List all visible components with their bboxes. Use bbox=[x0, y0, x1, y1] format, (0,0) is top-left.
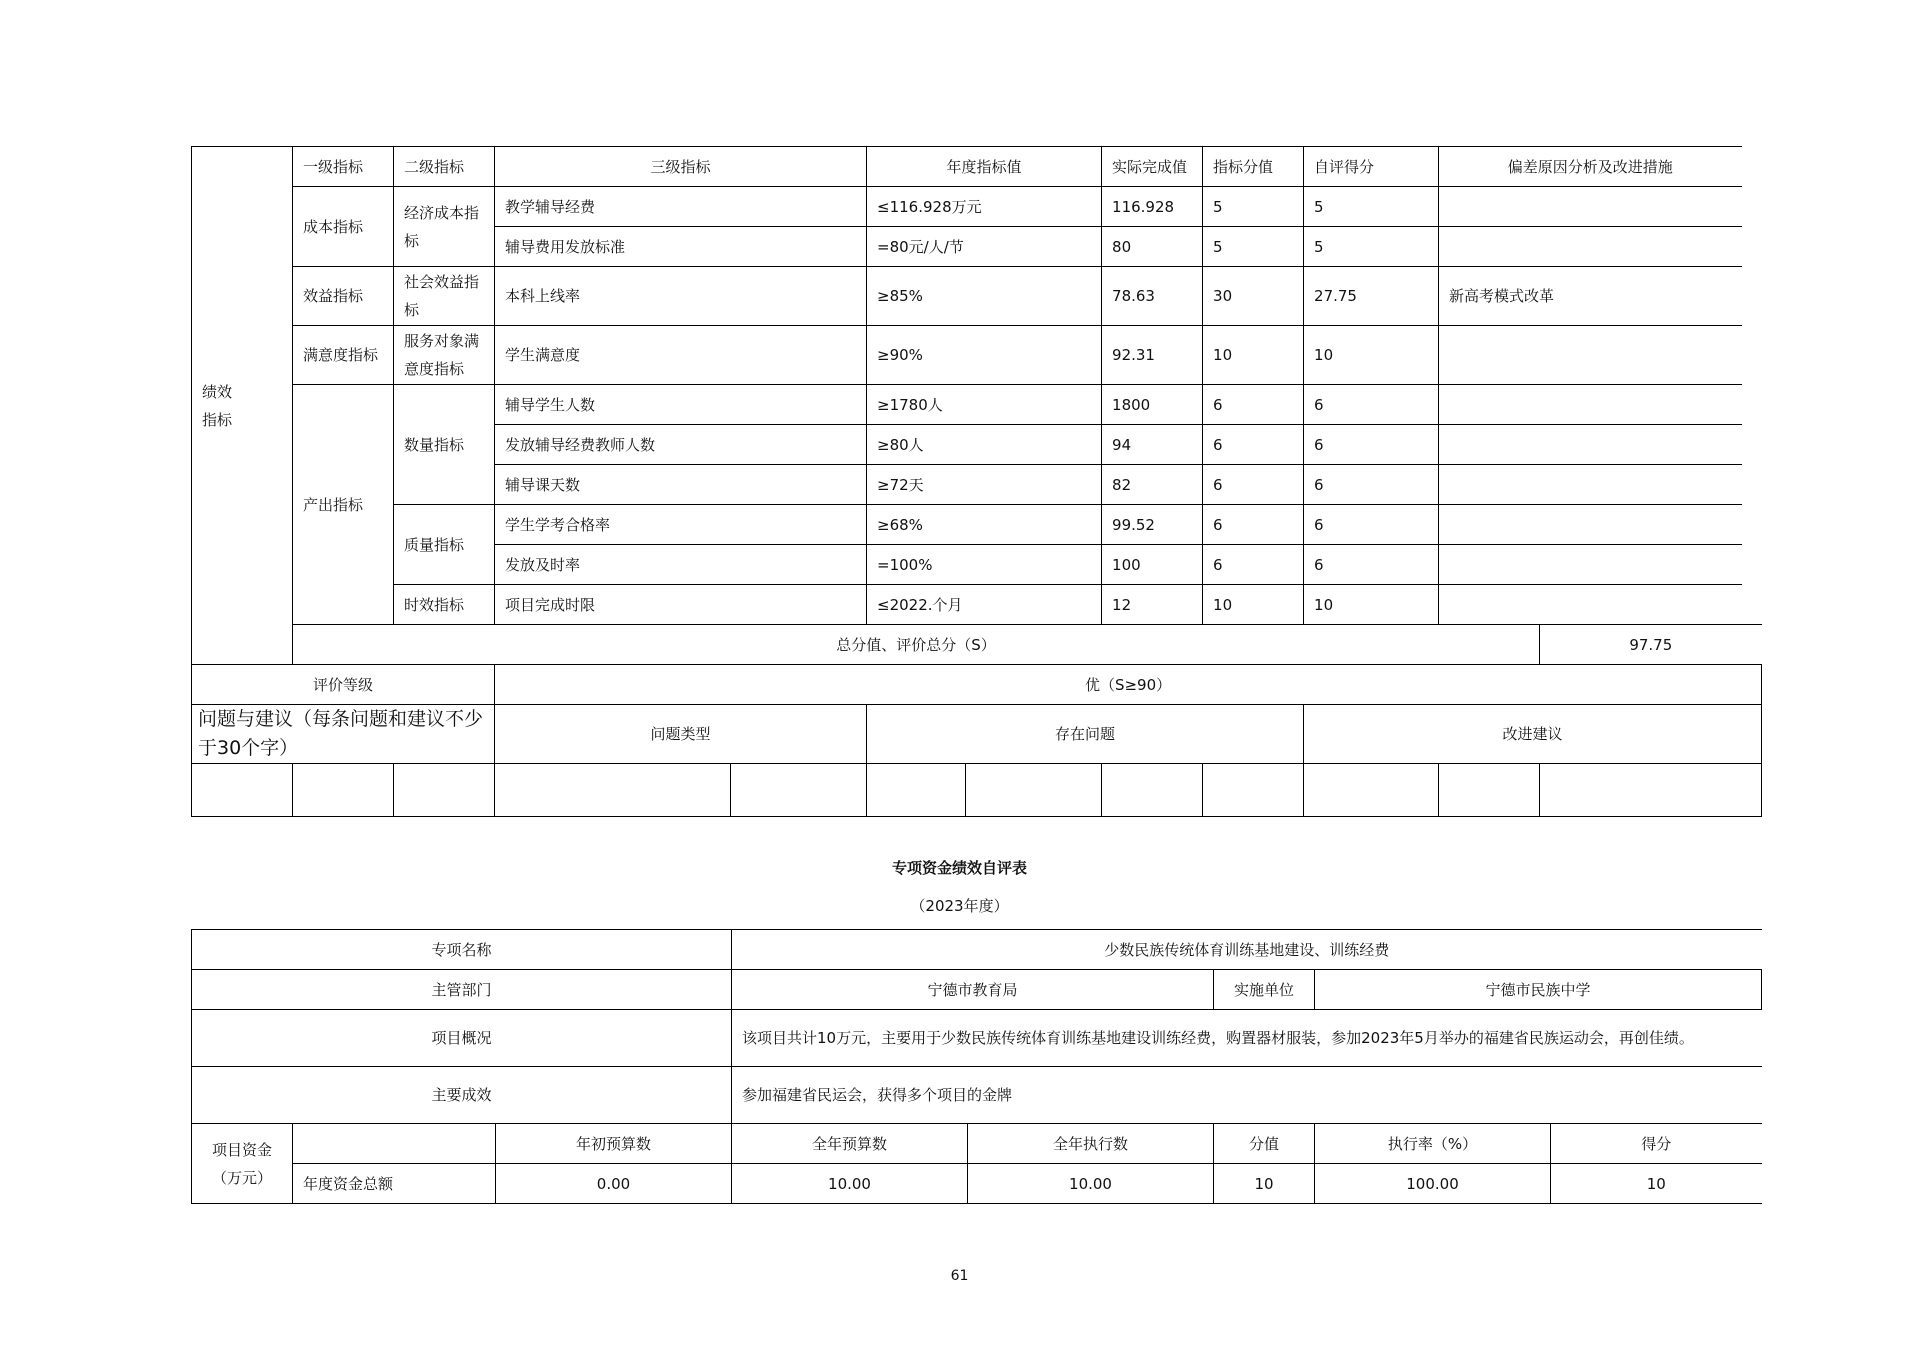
level1-benefit: 效益指标 bbox=[293, 267, 394, 326]
target-value: ≥90% bbox=[867, 326, 1102, 385]
reason-value bbox=[1439, 425, 1742, 465]
perf-group-label-line1: 绩效 bbox=[202, 382, 233, 401]
fund-table-title: 专项资金绩效自评表 bbox=[891, 859, 1027, 877]
weight-value: 5 bbox=[1203, 227, 1304, 267]
target-value: ≤116.928万元 bbox=[867, 187, 1102, 227]
fund-name-label: 专项名称 bbox=[192, 930, 732, 970]
level1-satisfaction: 满意度指标 bbox=[293, 326, 394, 385]
header-actual: 实际完成值 bbox=[1102, 147, 1203, 187]
target-value: ≥80人 bbox=[867, 425, 1102, 465]
header-target: 年度指标值 bbox=[867, 147, 1102, 187]
target-value: ≥1780人 bbox=[867, 385, 1102, 425]
overview-label: 项目概况 bbox=[192, 1010, 732, 1067]
score-value: 10 bbox=[1304, 326, 1439, 385]
issue-cell bbox=[1540, 764, 1762, 817]
weight-value: 6 bbox=[1203, 385, 1304, 425]
score-value: 5 bbox=[1304, 227, 1439, 267]
annual-value: 0.00 bbox=[496, 1164, 732, 1204]
header-level3: 三级指标 bbox=[495, 147, 867, 187]
actual-value: 82 bbox=[1102, 465, 1203, 505]
header-score: 自评得分 bbox=[1304, 147, 1439, 187]
actual-value: 12 bbox=[1102, 585, 1203, 625]
page-number: 61 bbox=[950, 1268, 969, 1284]
issue-cell bbox=[1203, 764, 1304, 817]
total-score-label: 总分值、评价总分（S） bbox=[293, 625, 1540, 665]
score-value: 27.75 bbox=[1304, 267, 1439, 326]
issue-existing-header: 存在问题 bbox=[867, 705, 1304, 764]
col-header: 全年预算数 bbox=[732, 1124, 968, 1164]
perf-group-label-line2: 指标 bbox=[202, 410, 233, 429]
header-reason: 偏差原因分析及改进措施 bbox=[1439, 147, 1742, 187]
level3-name: 本科上线率 bbox=[495, 267, 867, 326]
col-header: 全年执行数 bbox=[968, 1124, 1214, 1164]
issue-cell bbox=[1102, 764, 1203, 817]
weight-value: 6 bbox=[1203, 425, 1304, 465]
target-value: =80元/人/节 bbox=[867, 227, 1102, 267]
reason-value bbox=[1439, 385, 1742, 425]
total-score-value: 97.75 bbox=[1540, 625, 1762, 665]
score-value: 6 bbox=[1304, 425, 1439, 465]
level1-cost: 成本指标 bbox=[293, 187, 394, 267]
issues-label: 问题与建议（每条问题和建议不少于30个字） bbox=[192, 705, 495, 764]
weight-value: 5 bbox=[1203, 187, 1304, 227]
weight-value: 10 bbox=[1203, 585, 1304, 625]
col-header: 得分 bbox=[1551, 1124, 1762, 1164]
target-value: ≤2022.个月 bbox=[867, 585, 1102, 625]
issue-suggestion-header: 改进建议 bbox=[1304, 705, 1762, 764]
annual-value: 100.00 bbox=[1315, 1164, 1551, 1204]
reason-value: 新高考模式改革 bbox=[1439, 267, 1742, 326]
level3-name: 项目完成时限 bbox=[495, 585, 867, 625]
score-value: 6 bbox=[1304, 385, 1439, 425]
special-fund-table bbox=[191, 929, 1762, 1204]
score-value: 6 bbox=[1304, 465, 1439, 505]
actual-value: 99.52 bbox=[1102, 505, 1203, 545]
weight-value: 6 bbox=[1203, 465, 1304, 505]
level3-name: 辅导学生人数 bbox=[495, 385, 867, 425]
level3-name: 辅导课天数 bbox=[495, 465, 867, 505]
level2-quantity: 数量指标 bbox=[394, 385, 495, 505]
fund-table-year: （2023年度） bbox=[910, 897, 1009, 915]
col-header: 分值 bbox=[1214, 1124, 1315, 1164]
issue-type-header: 问题类型 bbox=[495, 705, 867, 764]
level2-quality: 质量指标 bbox=[394, 505, 495, 585]
level3-name: 发放及时率 bbox=[495, 545, 867, 585]
col-header: 执行率（%） bbox=[1315, 1124, 1551, 1164]
grade-value: 优（S≥90） bbox=[495, 665, 1762, 705]
issue-cell bbox=[867, 764, 966, 817]
header-level1: 一级指标 bbox=[293, 147, 394, 187]
annual-value: 10 bbox=[1214, 1164, 1315, 1204]
level2-social-benefit: 社会效益指标 bbox=[394, 267, 495, 326]
issue-cell bbox=[394, 764, 495, 817]
fund-name-value: 少数民族传统体育训练基地建设、训练经费 bbox=[732, 930, 1762, 970]
overview-value: 该项目共计10万元，主要用于少数民族传统体育训练基地建设训练经费，购置器材服装，参加2023年5月举办的福建省民族运动会，再创佳绩。 bbox=[732, 1010, 1762, 1067]
funds-label: 项目资金（万元） bbox=[192, 1124, 293, 1204]
score-value: 10 bbox=[1304, 585, 1439, 625]
annual-value: 10 bbox=[1551, 1164, 1762, 1204]
dept-value: 宁德市教育局 bbox=[732, 970, 1214, 1010]
reason-value bbox=[1439, 465, 1742, 505]
actual-value: 100 bbox=[1102, 545, 1203, 585]
target-value: ≥72天 bbox=[867, 465, 1102, 505]
actual-value: 78.63 bbox=[1102, 267, 1203, 326]
actual-value: 80 bbox=[1102, 227, 1203, 267]
unit-value: 宁德市民族中学 bbox=[1315, 970, 1762, 1010]
level3-name: 教学辅导经费 bbox=[495, 187, 867, 227]
issue-cell bbox=[192, 764, 293, 817]
perf-group-label bbox=[192, 147, 293, 665]
performance-indicator-table bbox=[191, 146, 1762, 817]
level3-name: 学生满意度 bbox=[495, 326, 867, 385]
score-value: 5 bbox=[1304, 187, 1439, 227]
issue-cell bbox=[1439, 764, 1540, 817]
target-value: ≥85% bbox=[867, 267, 1102, 326]
reason-value bbox=[1439, 227, 1742, 267]
score-value: 6 bbox=[1304, 505, 1439, 545]
reason-value bbox=[1439, 505, 1742, 545]
annual-value: 10.00 bbox=[732, 1164, 968, 1204]
weight-value: 6 bbox=[1203, 505, 1304, 545]
reason-value bbox=[1439, 326, 1742, 385]
weight-value: 30 bbox=[1203, 267, 1304, 326]
level2-service-satisfaction: 服务对象满意度指标 bbox=[394, 326, 495, 385]
level1-output: 产出指标 bbox=[293, 385, 394, 625]
header-weight: 指标分值 bbox=[1203, 147, 1304, 187]
dept-label: 主管部门 bbox=[192, 970, 732, 1010]
actual-value: 92.31 bbox=[1102, 326, 1203, 385]
actual-value: 1800 bbox=[1102, 385, 1203, 425]
issue-cell bbox=[1304, 764, 1439, 817]
unit-label: 实施单位 bbox=[1214, 970, 1315, 1010]
issue-cell bbox=[293, 764, 394, 817]
results-label: 主要成效 bbox=[192, 1067, 732, 1124]
grade-label: 评价等级 bbox=[192, 665, 495, 705]
results-value: 参加福建省民运会，获得多个项目的金牌 bbox=[732, 1067, 1762, 1124]
funds-empty-header bbox=[293, 1124, 496, 1164]
reason-value bbox=[1439, 187, 1742, 227]
target-value: ≥68% bbox=[867, 505, 1102, 545]
weight-value: 6 bbox=[1203, 545, 1304, 585]
annual-label: 年度资金总额 bbox=[293, 1164, 496, 1204]
level2-econ-cost: 经济成本指标 bbox=[394, 187, 495, 267]
issue-cell bbox=[495, 764, 731, 817]
issue-cell bbox=[731, 764, 867, 817]
col-header: 年初预算数 bbox=[496, 1124, 732, 1164]
level3-name: 发放辅导经费教师人数 bbox=[495, 425, 867, 465]
header-level2: 二级指标 bbox=[394, 147, 495, 187]
issue-cell bbox=[966, 764, 1102, 817]
annual-value: 10.00 bbox=[968, 1164, 1214, 1204]
score-value: 6 bbox=[1304, 545, 1439, 585]
level3-name: 学生学考合格率 bbox=[495, 505, 867, 545]
actual-value: 116.928 bbox=[1102, 187, 1203, 227]
reason-value bbox=[1439, 545, 1742, 585]
actual-value: 94 bbox=[1102, 425, 1203, 465]
level2-timeliness: 时效指标 bbox=[394, 585, 495, 625]
target-value: =100% bbox=[867, 545, 1102, 585]
level3-name: 辅导费用发放标准 bbox=[495, 227, 867, 267]
weight-value: 10 bbox=[1203, 326, 1304, 385]
reason-value bbox=[1439, 585, 1742, 625]
